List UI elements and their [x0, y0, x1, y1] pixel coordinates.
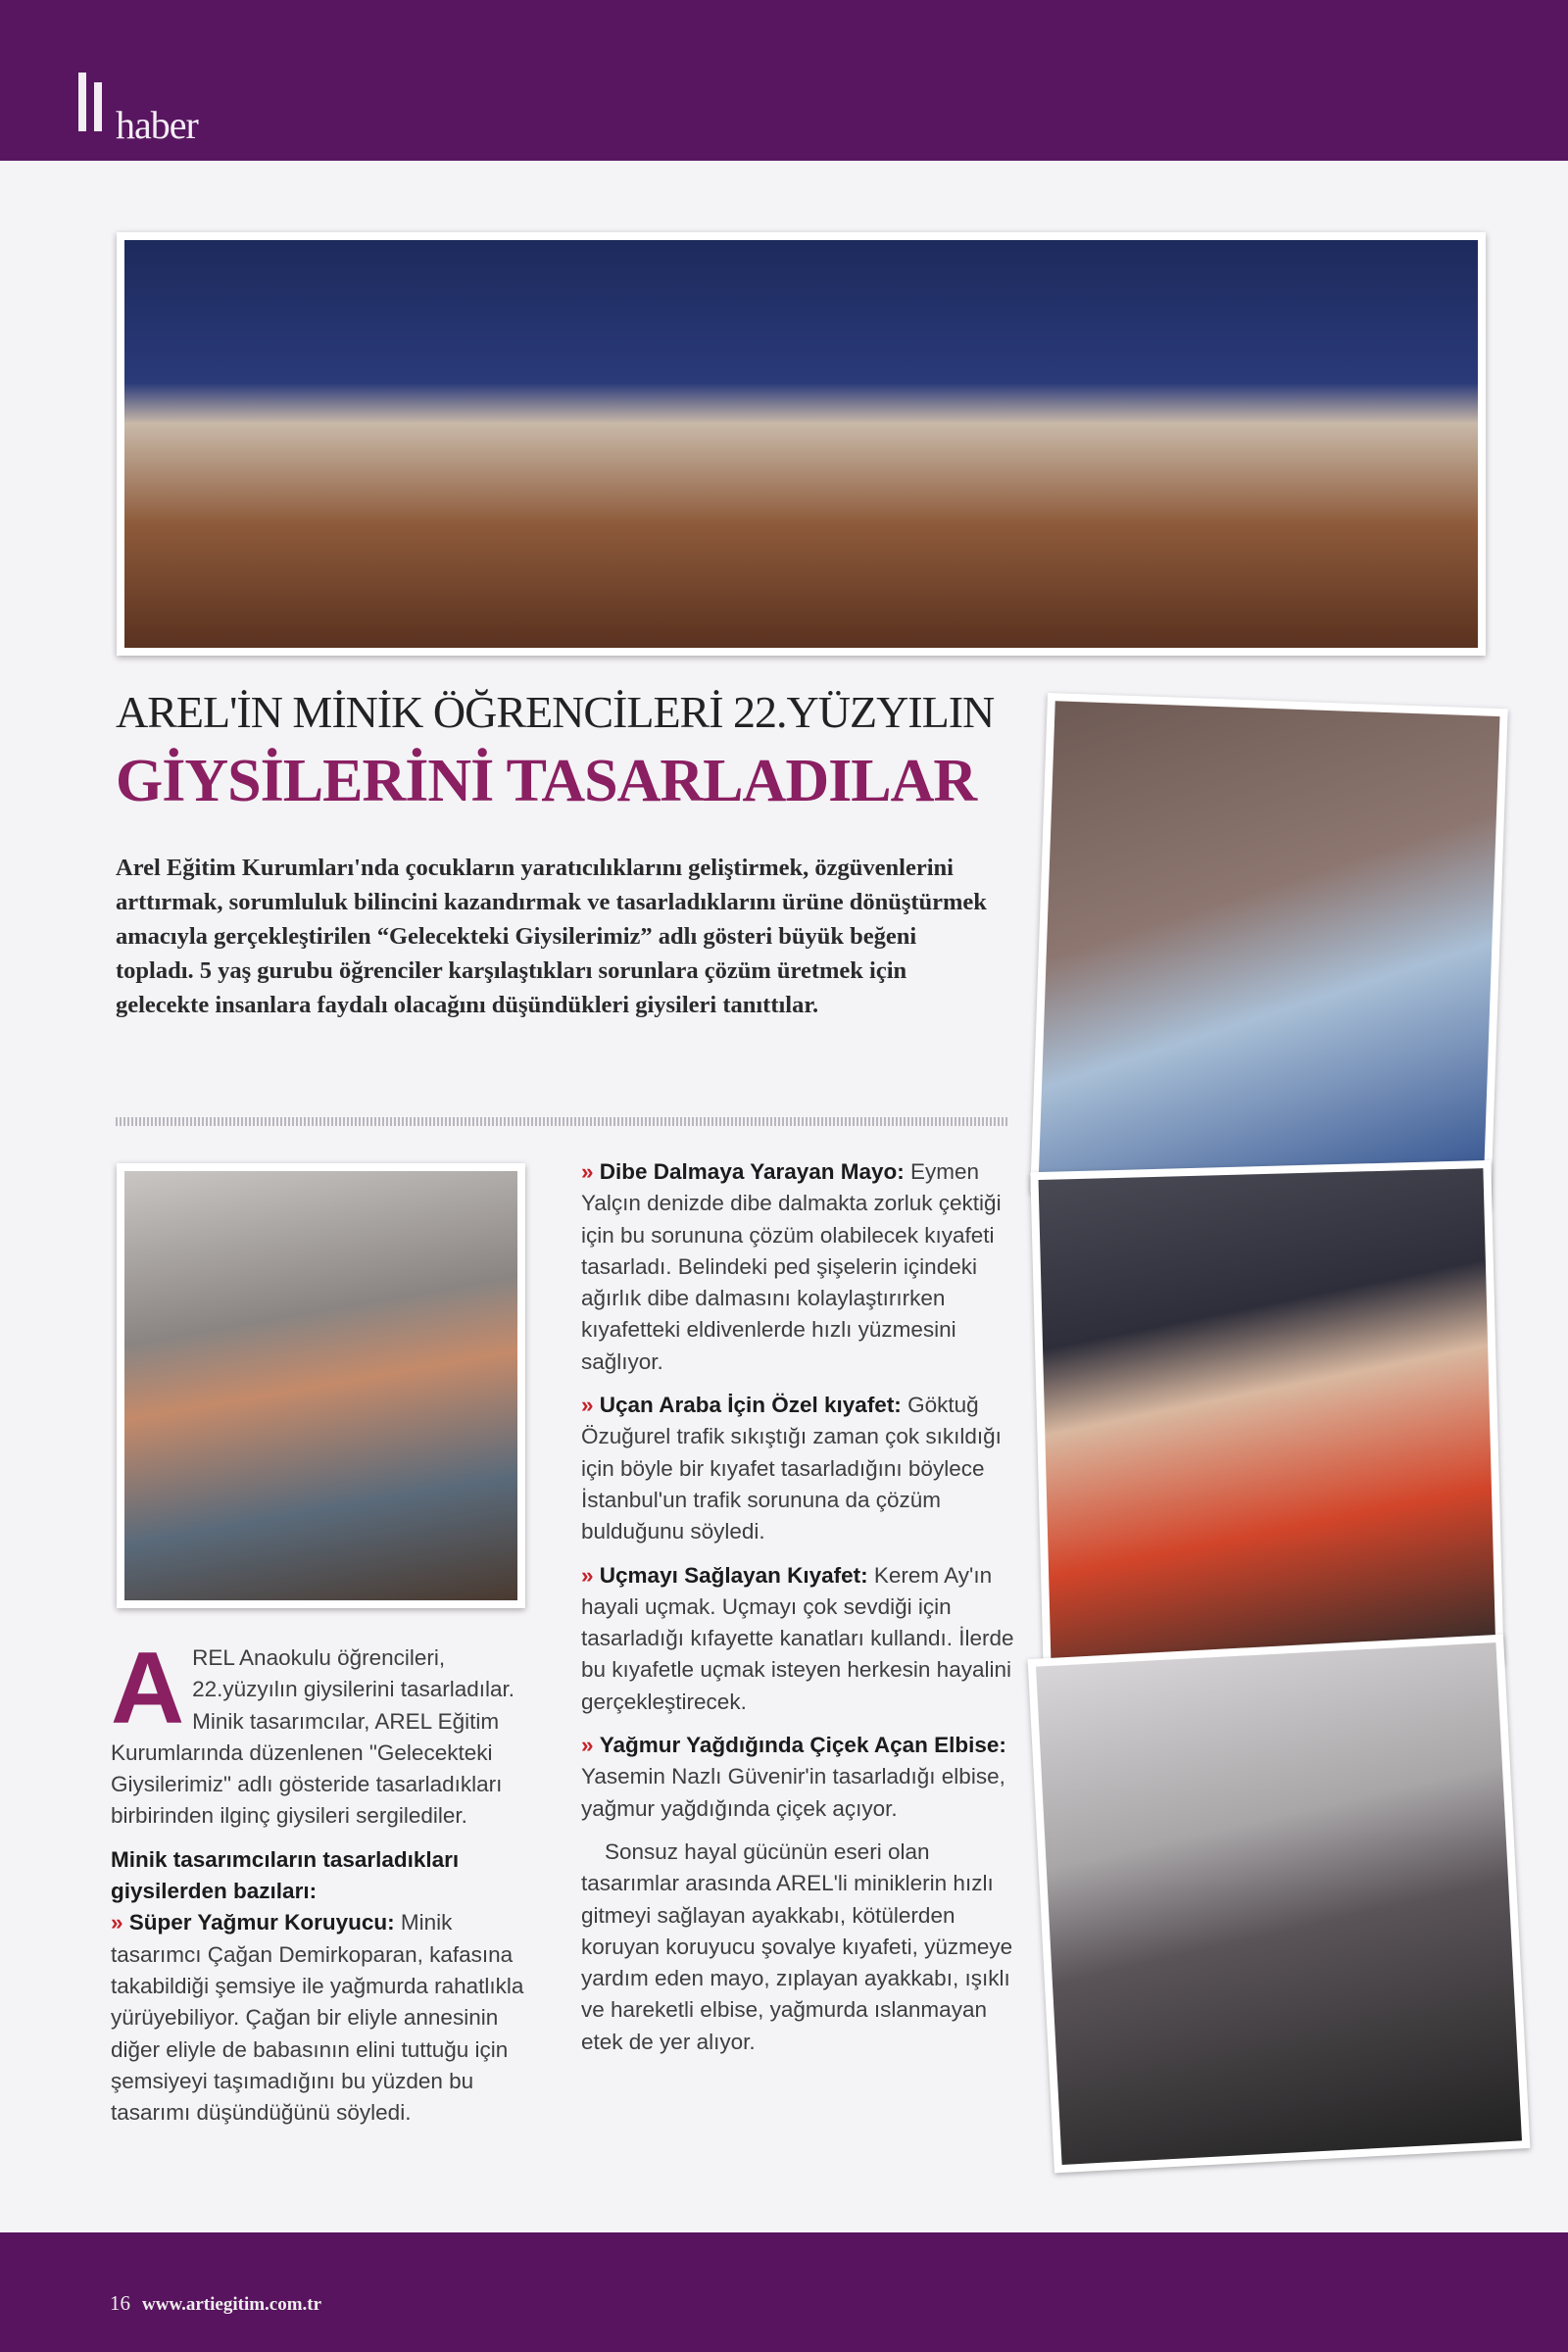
section-label: haber — [116, 103, 198, 147]
swimsuit-child-photo — [1030, 693, 1508, 1208]
intro-paragraph: Arel Eğitim Kurumları'nda çocukların yaratıcılıklarını geliştirmek, özgüvenlerini arttırmak, sorumluluk bilincini kazandırmak ve tasarladıklarını ürüne dönüştürmek amacıyla gerçekleştirilen “Gelecekteki Giysilerimiz” adlı gösteri büyük beğeni topladı. 5 yaş gurubu öğrenciler karşılaştıkları sorunlara çözüm üretmek için gelecekte insanlara faydalı olacağını düşündükleri giysileri tanıttılar. — [116, 855, 987, 1018]
header-bar — [0, 0, 1568, 161]
page-number: 16 — [110, 2291, 130, 2315]
item-text: Minik tasarımcı Çağan Demirkoparan, kafasına takabildiği şemsiye ile yağmurda rahatlıkla yürüyebiliyor. Çağan bir eliyle annesinin diğer eliyle de babasının elini tuttuğu için şemsiyeyi taşımadığını bu yüzden bu tasarımı düşündüğünü söyledi. — [111, 1910, 524, 2126]
dotted-divider — [116, 1117, 1009, 1126]
item-title: Uçmayı Sağlayan Kıyafet: — [599, 1562, 868, 1588]
footer-bar — [0, 2232, 1568, 2352]
arrow-icon: » — [581, 1159, 594, 1184]
closing-paragraph: Sonsuz hayal gücünün eseri olan tasarımlar arasında AREL'li miniklerin hızlı gitmeyi sağlayan ayakkabı, kötülerden koruyan koruyucu şovalye kıyafeti, yüzmeye yardım eden mayo, zıplayan ayakkabı, ışıklı ve hareketli elbise, yağmurda ıslanmayan etek de yer alıyor. — [581, 1838, 1013, 2054]
item-text: Göktuğ Özuğurel trafik sıkıştığı zaman çok sıkıldığı için böyle bir kıyafet tasarladığını böylece İstanbul'un trafik sorununa da çözüm bulduğunu söyledi. — [581, 1393, 1002, 1544]
arrow-icon: » — [111, 1910, 123, 1936]
item-text: Eymen Yalçın denizde dibe dalmakta zorluk çektiği için bu sorununa çözüm olabilecek kıyafeti tasarladı. Belindeki ped şişelerin içindeki ağırlık dibe dalmasını kolaylaştırırken kıyafetteki eldivenlerde hızlı yüzmesini sağlıyor. — [581, 1159, 1002, 1374]
item-text: Yasemin Nazlı Güvenir'in tasarladığı elbise, yağmur yağdığında çiçek açıyor. — [581, 1764, 1005, 1821]
website-link[interactable]: www.artiegitim.com.tr — [142, 2294, 322, 2315]
arrow-icon: » — [581, 1393, 594, 1418]
item-title: Süper Yağmur Koruyucu: — [128, 1910, 395, 1936]
car-costume-child-photo — [1030, 1160, 1503, 1677]
item-text: Kerem Ay'ın hayali uçmak. Uçmayı çok sevdiği için tasarladığı kıfayette kanatları kullandı. İlerde bu kıyafetle uçmak isteyen herkesin hayalini gerçekleştirecek. — [581, 1562, 1014, 1714]
headline-line1: AREL'İN MİNİK ÖĞRENCİLERİ 22.YÜZYILIN — [116, 687, 995, 737]
section-bars-icon — [78, 73, 110, 131]
headline-line2: GİYSİLERİNİ TASARLADILAR — [116, 748, 977, 814]
middle-column — [581, 1156, 1017, 2070]
umbrella-child-photo — [117, 1163, 525, 1608]
item-title: Dibe Dalmaya Yarayan Mayo: — [599, 1159, 905, 1184]
item-title: Uçan Araba İçin Özel kıyafet: — [599, 1393, 902, 1418]
left-column — [111, 1632, 542, 2140]
winged-child-photo — [1028, 1635, 1531, 2174]
arrow-icon: » — [581, 1562, 594, 1588]
lead-paragraph: REL Anaokulu öğrencileri, 22.yüzyılın giysilerini tasarladılar. Minik tasarımcılar, AREL Eğitim Kurumlarında düzenlenen "Gelecekteki Giysilerimiz" adlı gösteride tasarladıkları birbirinden ilginç giysileri sergilediler. — [111, 1645, 515, 1829]
item-title: Yağmur Yağdığında Çiçek Açan Elbise: — [599, 1733, 1006, 1758]
drop-cap: A — [111, 1632, 185, 1745]
arrow-icon: » — [581, 1733, 594, 1758]
stage-group-photo — [117, 232, 1486, 656]
subheading: Minik tasarımcıların tasarladıkları giysilerden bazıları: — [111, 1846, 460, 1904]
